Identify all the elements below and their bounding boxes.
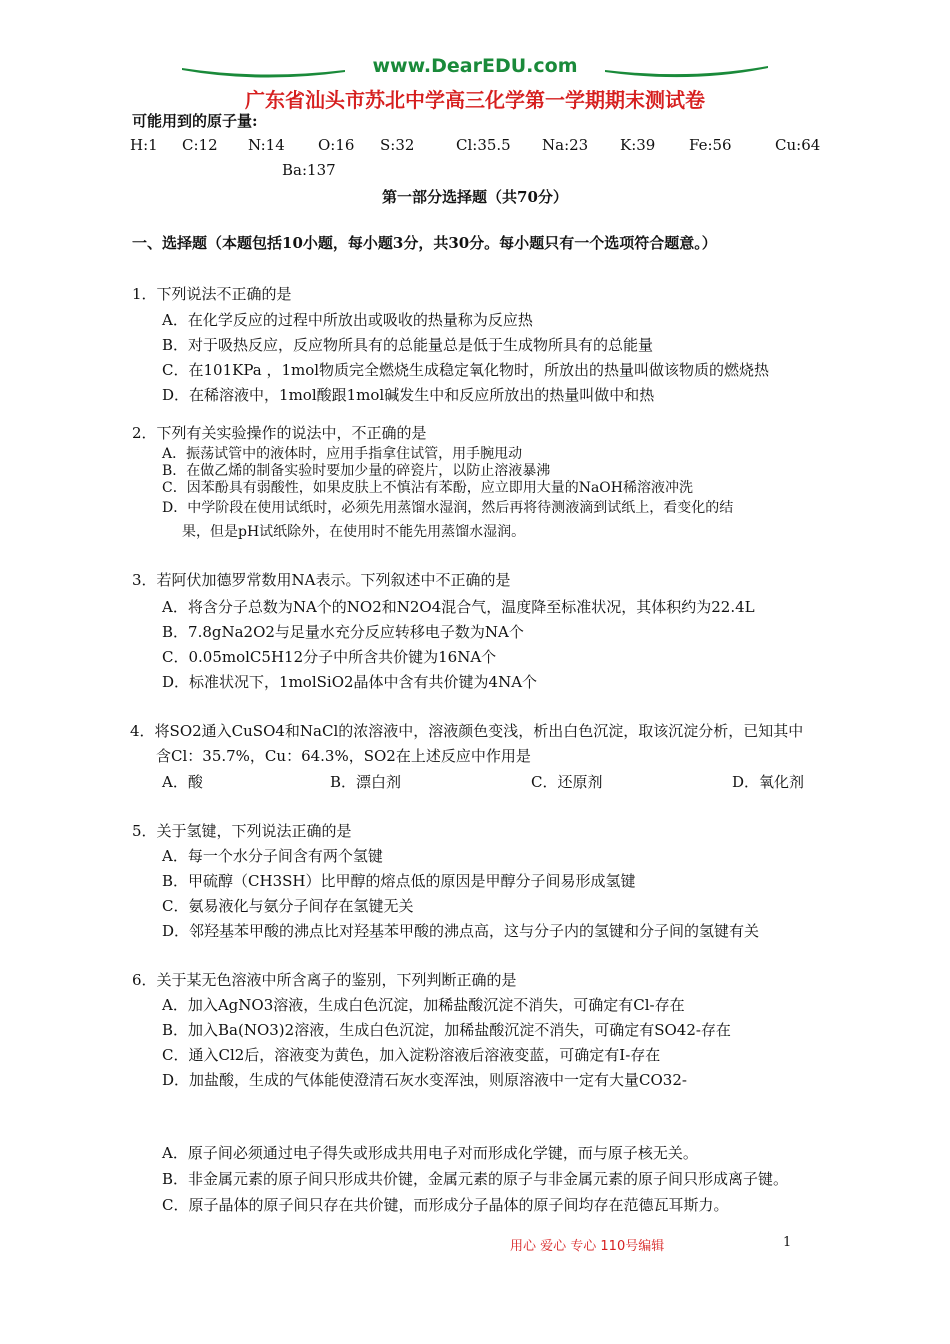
option: D．标准状况下，1molSiO2晶体中含有共价键为4NA个 — [162, 673, 538, 691]
option: D．在稀溶液中，1mol酸跟1mol碱发生中和反应所放出的热量叫做中和热 — [162, 386, 655, 404]
option: A．酸 — [162, 773, 203, 791]
question-stem: 3．若阿伏加德罗常数用NA表示。下列叙述中不正确的是 — [132, 571, 511, 589]
option: C．氨易液化与氨分子间存在氢键无关 — [162, 897, 414, 915]
option: B．在做乙烯的制备实验时要加少量的碎瓷片，以防止溶液暴沸 — [162, 463, 551, 479]
option: B．加入Ba(NO3)2溶液，生成白色沉淀，加稀盐酸沉淀不消失，可确定有SO42-存在 — [162, 1021, 731, 1039]
atomic-mass-item: K:39 — [620, 136, 656, 154]
atomic-mass-item: Cu:64 — [775, 136, 821, 154]
option: A．在化学反应的过程中所放出或吸收的热量称为反应热 — [162, 311, 533, 329]
atomic-mass-item: Fe:56 — [689, 136, 732, 154]
option: B．非金属元素的原子间只形成共价键，金属元素的原子与非金属元素的原子间只形成离子键。 — [162, 1170, 789, 1188]
option: C．通入Cl2后，溶液变为黄色，加入淀粉溶液后溶液变蓝，可确定有I-存在 — [162, 1046, 661, 1064]
option: A．原子间必须通过电子得失或形成共用电子对而形成化学键，而与原子核无关。 — [162, 1144, 698, 1162]
question-stem-continuation: 含Cl：35.7%，Cu：64.3%，SO2在上述反应中作用是 — [156, 747, 531, 765]
option: D．加盐酸，生成的气体能使澄清石灰水变浑浊，则原溶液中一定有大量CO32- — [162, 1071, 687, 1089]
option: B．甲硫醇（CH3SH）比甲醇的熔点低的原因是甲醇分子间易形成氢键 — [162, 872, 636, 890]
option: D．中学阶段在使用试纸时，必须先用蒸馏水湿润，然后再将待测液滴到试纸上，看变化的结 — [162, 500, 734, 516]
section-heading: 一、选择题（本题包括10小题，每小题3分，共30分。每小题只有一个选项符合题意。） — [132, 234, 717, 252]
option: C．原子晶体的原子间只存在共价键，而形成分子晶体的原子间均存在范德瓦耳斯力。 — [162, 1196, 729, 1214]
question-stem: 5．关于氢键，下列说法正确的是 — [132, 822, 352, 840]
atomic-mass-item: S:32 — [380, 136, 415, 154]
question-stem: 1．下列说法不正确的是 — [132, 285, 292, 303]
option: A．将含分子总数为NA个的NO2和N2O4混合气，温度降至标准状况，其体积约为22.4L — [162, 598, 755, 616]
option: D．邻羟基苯甲酸的沸点比对羟基苯甲酸的沸点高，这与分子内的氢键和分子间的氢键有关 — [162, 922, 760, 940]
atomic-mass-item: Na:23 — [542, 136, 589, 154]
option: C．因苯酚具有弱酸性，如果皮肤上不慎沾有苯酚，应立即用大量的NaOH稀溶液冲洗 — [162, 480, 693, 496]
part-title: 第一部分选择题（共70分） — [382, 188, 568, 206]
option: A．每一个水分子间含有两个氢键 — [162, 847, 383, 865]
option: C．0.05molC5H12分子中所含共价键为16NA个 — [162, 648, 497, 666]
option: D．氧化剂 — [732, 773, 805, 791]
atomic-mass-item: Cl:35.5 — [456, 136, 511, 154]
document-title: 广东省汕头市苏北中学高三化学第一学期期末测试卷 — [245, 88, 705, 112]
option: B．7.8gNa2O2与足量水充分反应转移电子数为NA个 — [162, 623, 524, 641]
atomic-mass-item: C:12 — [182, 136, 218, 154]
logo-text: www.DearEDU.com — [372, 55, 578, 77]
page-number: 1 — [783, 1235, 792, 1250]
option: C．在101KPa ，1mol物质完全燃烧生成稳定氧化物时，所放出的热量叫做该物质的燃烧热 — [162, 361, 770, 379]
atomic-mass-item: N:14 — [248, 136, 285, 154]
option: C．还原剂 — [531, 773, 603, 791]
option: B．漂白剂 — [330, 773, 402, 791]
option: B．对于吸热反应，反应物所具有的总能量总是低于生成物所具有的总能量 — [162, 336, 654, 354]
option: A．加入AgNO3溶液，生成白色沉淀，加稀盐酸沉淀不消失，可确定有Cl-存在 — [162, 996, 685, 1014]
question-stem: 2．下列有关实验操作的说法中，不正确的是 — [132, 424, 427, 442]
footer-slogan: 用心 爱心 专心 110号编辑 — [510, 1239, 665, 1254]
atomic-mass-item: O:16 — [318, 136, 355, 154]
question-stem: 4．将SO2通入CuSO4和NaCl的浓溶液中，溶液颜色变浅，析出白色沉淀，取该沉淀分析，已知其中 — [130, 722, 804, 740]
option-continuation: 果，但是pH试纸除外，在使用时不能先用蒸馏水湿润。 — [182, 524, 526, 540]
option: A．振荡试管中的液体时，应用手指拿住试管，用手腕甩动 — [162, 446, 523, 462]
atomic-mass-label: 可能用到的原子量: — [132, 112, 258, 130]
atomic-mass-item: H:1 — [130, 136, 158, 154]
atomic-mass-item: Ba:137 — [282, 161, 336, 179]
question-stem: 6．关于某无色溶液中所含离子的鉴别，下列判断正确的是 — [132, 971, 517, 989]
